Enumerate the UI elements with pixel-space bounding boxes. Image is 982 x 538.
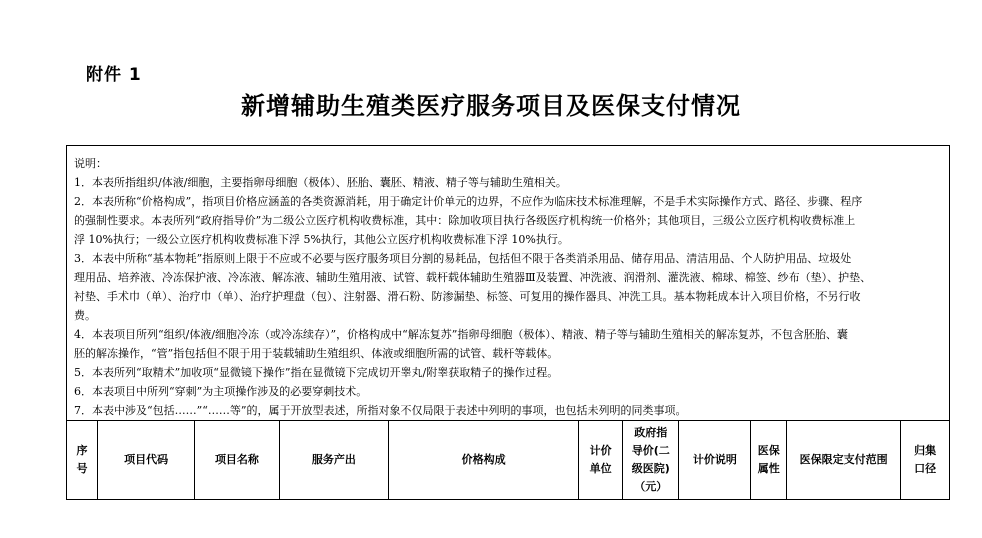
header-seq: 序 号 — [67, 421, 98, 499]
header-guide-price: 政府指 导价(二 级医院) （元） — [623, 421, 679, 499]
note-line: 的强制性要求。本表所列“政府指导价”为二级公立医疗机构收费标准，其中：除加收项目执行各级医疗机构统一价格外；其他项目，三级公立医疗机构收费标准上 — [74, 214, 856, 227]
header-price-composition: 价格构成 — [389, 421, 579, 499]
note-line: 费。 — [74, 309, 96, 322]
header-item-code: 项目代码 — [98, 421, 195, 499]
note-line: 衬垫、手术巾（单）、治疗巾（单）、治疗护理盘（包）、注射器、滑石粉、防渗漏垫、标签、可复用的操作器具、冲洗工具。基本物耗成本计入项目价格，不另行收 — [74, 290, 861, 303]
header-item-name: 项目名称 — [195, 421, 279, 499]
attachment-label: 附件 1 — [86, 65, 142, 85]
note-line: 浮 10%执行；一级公立医疗机构收费标准下浮 5%执行，其他公立医疗机构收费标准下浮 10%执行。 — [74, 233, 569, 246]
note-line: 4．本表项目所列“组织/体液/细胞冷冻（或冷冻续存）”，价格构成中“解冻复苏”指卵母细胞（极体）、精液、精子等与辅助生殖相关的解冻复苏，不包含胚胎、囊 — [74, 328, 848, 341]
note-line: 1．本表所指组织/体液/细胞，主要指卵母细胞（极体）、胚胎、囊胚、精液、精子等与辅助生殖相关。 — [74, 176, 567, 189]
note-line: 3．本表中所称“基本物耗”指原则上限于不应或不必要与医疗服务项目分割的易耗品，包括但不限于各类消杀用品、储存用品、清洁用品、个人防护用品、垃圾处 — [74, 252, 852, 265]
notes-heading: 说明： — [74, 157, 107, 170]
header-service-output: 服务产出 — [280, 421, 390, 499]
services-table — [66, 145, 950, 500]
header-insurance-scope: 医保限定支付范围 — [787, 421, 901, 499]
note-line: 6．本表项目中所列“穿刺”为主项操作涉及的必要穿刺技术。 — [74, 385, 368, 398]
note-line: 2．本表所称“价格构成”，指项目价格应涵盖的各类资源消耗，用于确定计价单元的边界，不应作为临床技术标准理解，不是手术实际操作方式、路径、步骤、程序 — [74, 195, 863, 208]
header-pricing-unit: 计价 单位 — [579, 421, 623, 499]
document-title: 新增辅助生殖类医疗服务项目及医保支付情况 — [241, 91, 741, 120]
note-line: 7．本表中涉及“包括……”“……等”的，属于开放型表述，所指对象不仅局限于表述中列明的事项，也包括未列明的同类事项。 — [74, 404, 687, 417]
note-line: 胚的解冻操作，“管”指包括但不限于用于装载辅助生殖组织、体液或细胞所需的试管、载杆等载体。 — [74, 347, 559, 360]
notes-section — [67, 146, 949, 421]
note-line: 5．本表所列“取精术”加收项“显微镜下操作”指在显微镜下完成切开睾丸/附睾获取精子的操作过程。 — [74, 366, 559, 379]
header-collection-scope: 归集 口径 — [914, 444, 937, 475]
table-header-row — [67, 421, 949, 499]
header-insurance-attr: 医保 属性 — [751, 421, 787, 499]
header-pricing-notes: 计价说明 — [679, 421, 751, 499]
note-line: 理用品、培养液、冷冻保护液、冷冻液、解冻液、辅助生殖用液、试管、载杆载体辅助生殖器Ⅲ及装置、冲洗液、润滑剂、灌洗液、棉球、棉签、纱布（垫）、护垫、 — [74, 271, 872, 284]
